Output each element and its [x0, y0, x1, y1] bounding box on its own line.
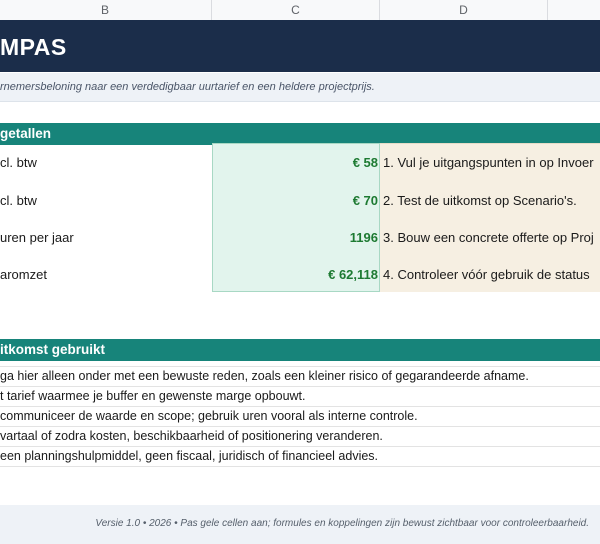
- step-item[interactable]: 4. Controleer vóór gebruik de status: [383, 267, 590, 282]
- column-header-d[interactable]: D: [380, 0, 548, 20]
- row-divider: [0, 446, 600, 447]
- sheet-title[interactable]: MPAS: [0, 34, 67, 60]
- row-divider: [0, 466, 600, 467]
- column-header-c[interactable]: C: [212, 0, 380, 20]
- column-header-bar: [0, 0, 600, 21]
- kpi-label[interactable]: uren per jaar: [0, 230, 74, 245]
- usage-item[interactable]: vartaal of zodra kosten, beschikbaarheid of positionering veranderen.: [0, 429, 383, 443]
- kpi-value[interactable]: € 62,118: [328, 267, 378, 282]
- usage-section-title[interactable]: itkomst gebruikt: [0, 342, 106, 357]
- version-note[interactable]: Versie 1.0 • 2026 • Pas gele cellen aan; formules en koppelingen zijn bewust zichtbaar voor controleerbaarheid.: [95, 518, 589, 529]
- sheet-subtitle[interactable]: rnemersbeloning naar een verdedigbaar uurtarief en een heldere projectprijs.: [0, 81, 375, 93]
- title-banner: [0, 20, 600, 72]
- step-item[interactable]: 1. Vul je uitgangspunten in op Invoer: [383, 155, 594, 170]
- step-item[interactable]: 2. Test de uitkomst op Scenario's.: [383, 193, 577, 208]
- row-divider: [0, 426, 600, 427]
- kpi-label[interactable]: cl. btw: [0, 193, 37, 208]
- row-divider: [0, 366, 600, 367]
- column-header-b[interactable]: B: [0, 0, 212, 20]
- column-header-e[interactable]: [548, 0, 600, 20]
- kpi-label[interactable]: aromzet: [0, 267, 47, 282]
- usage-item[interactable]: communiceer de waarde en scope; gebruik uren vooral als interne controle.: [0, 409, 418, 423]
- kpi-section-header: [0, 123, 600, 145]
- kpi-value[interactable]: 1196: [349, 230, 378, 245]
- kpi-value[interactable]: € 70: [352, 193, 378, 208]
- kpi-section-title[interactable]: getallen: [0, 126, 52, 141]
- usage-section-header: [0, 339, 600, 361]
- row-divider: [0, 406, 600, 407]
- kpi-value[interactable]: € 58: [352, 155, 378, 170]
- row-divider: [0, 386, 600, 387]
- usage-item[interactable]: ga hier alleen onder met een bewuste reden, zoals een kleiner risico of gegarandeerde afname.: [0, 369, 529, 383]
- step-item[interactable]: 3. Bouw een concrete offerte op Proj: [383, 230, 594, 245]
- kpi-label[interactable]: cl. btw: [0, 155, 37, 170]
- usage-item[interactable]: t tarief waarmee je buffer en gewenste marge opbouwt.: [0, 389, 306, 403]
- usage-item[interactable]: een planningshulpmiddel, geen fiscaal, juridisch of financieel advies.: [0, 449, 379, 463]
